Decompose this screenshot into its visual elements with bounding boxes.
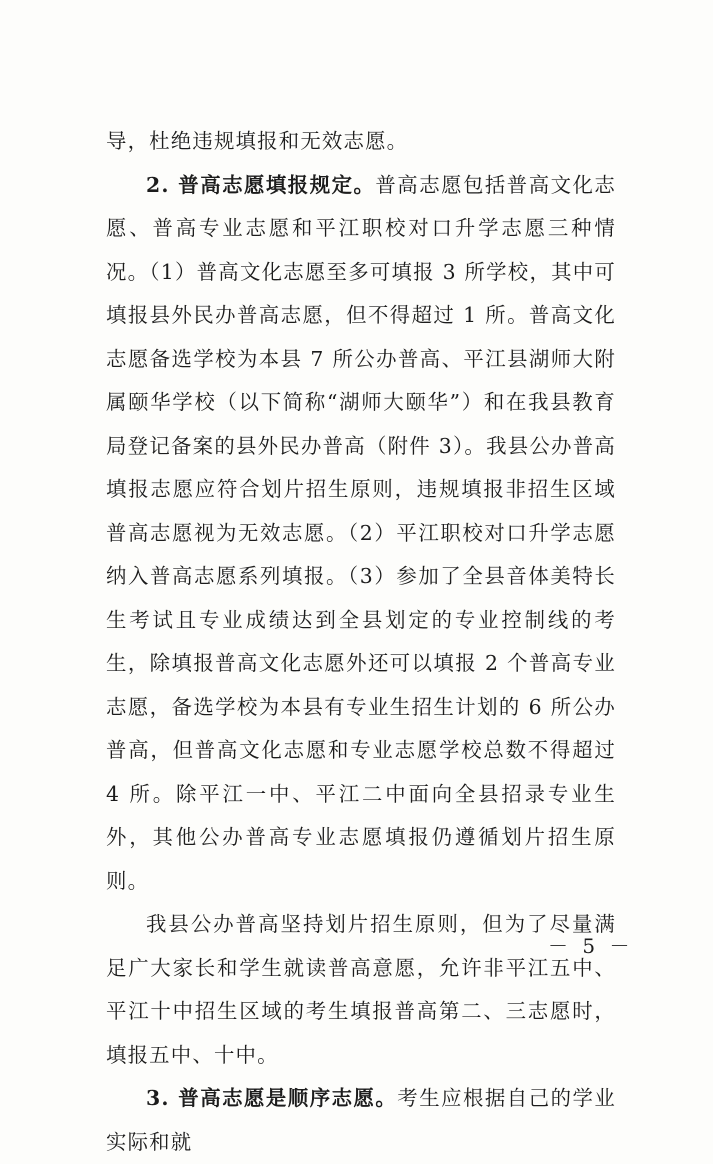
body-text [106, 120, 616, 1164]
paragraph-zoning [106, 903, 616, 1077]
paragraph-heading: 2. 普高志愿填报规定。 [146, 172, 376, 197]
page-number: － 5 － [548, 934, 634, 958]
paragraph-text: 普高志愿包括普高文化志愿、普高专业志愿和平江职校对口升学志愿三种情况。（1）普高文化志愿至多可填报 3 所学校，其中可填报县外民办普高志愿，但不得超过 1 所。普高文化志愿备选学校为本县 7 所公办普高、平江县湖师大附属颐华学校（以下简称“湖师大颐华”）和在我县教育局登记备案的县外民办普高（附件 3）。我县公办普高填报志愿应符合划片招生原则，违规填报非招生区域普高志愿视为无效志愿。（2）平江职校对口升学志愿纳入普高志愿系列填报。（3）参加了全县音体美特长生考试且专业成绩达到全县划定的专业控制线的考生，除填报普高文化志愿外还可以填报 2 个普高专业志愿，备选学校为本县有专业生招生计划的 6 所公办普高，但普高文化志愿和专业志愿学校总数不得超过 4 所。除平江一中、平江二中面向全县招录专业生外，其他公办普高专业志愿填报仍遵循划片招生原则。 [106, 172, 616, 893]
paragraph-rule-2 [106, 164, 616, 904]
paragraph-text: 考生应根据自己的学业实际和就 [106, 1086, 616, 1154]
paragraph-rule-3 [106, 1077, 616, 1164]
paragraph-heading: 3. 普高志愿是顺序志愿。 [146, 1086, 398, 1110]
paragraph-text: 导，杜绝违规填报和无效志愿。 [106, 129, 409, 153]
paragraph-continuation [106, 120, 616, 164]
paragraph-text: 我县公办普高坚持划片招生原则，但为了尽量满足广大家长和学生就读普高意愿，允许非平江五中、平江十中招生区域的考生填报普高第二、三志愿时，填报五中、十中。 [106, 912, 616, 1067]
